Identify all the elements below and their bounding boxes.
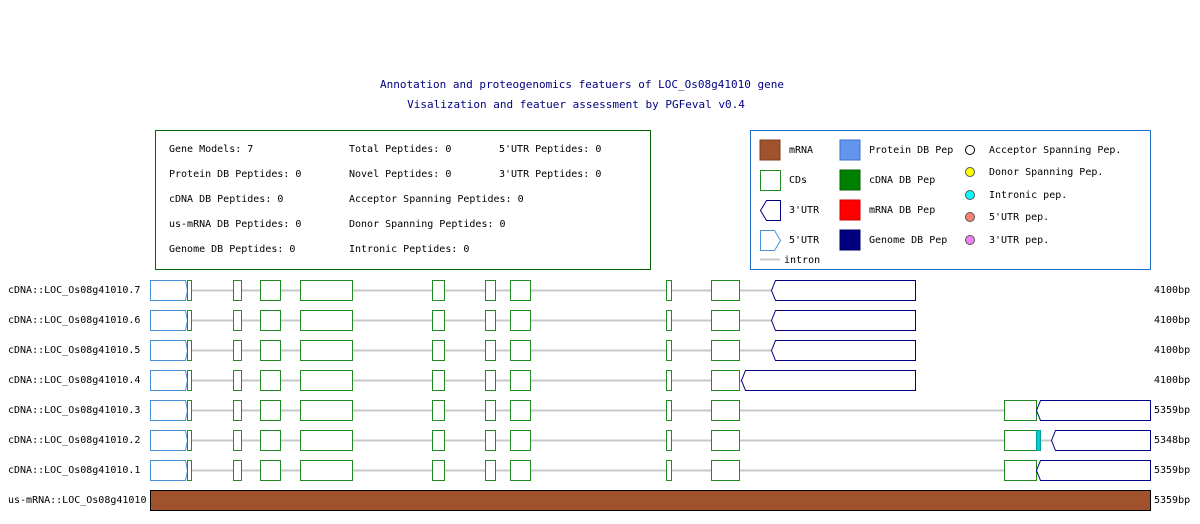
transcript-tracks: [8, 281, 1190, 481]
cds-exon: [667, 281, 672, 301]
cds-exon: [511, 431, 531, 451]
track-label: cDNA::LOC_Os08g41010.7: [8, 285, 141, 296]
legend-cdna-db-label: cDNA DB Pep: [869, 175, 936, 186]
stat-5utr-peptides: 5'UTR Peptides: 0: [499, 144, 602, 155]
stat-genome-db-peptides: Genome DB Peptides: 0: [169, 244, 296, 255]
cds-exon: [301, 431, 353, 451]
legend-intronic-label: Intronic pep.: [989, 190, 1068, 201]
cds-exon: [261, 461, 281, 481]
cds-exon: [261, 341, 281, 361]
mrna-track-label: us-mRNA::LOC_Os08g41010: [8, 495, 147, 506]
legend-donor-label: Donor Spanning Pep.: [989, 167, 1104, 178]
legend-intronic-dot: [966, 191, 975, 200]
legend-protein-db-label: Protein DB Pep: [869, 145, 954, 156]
track-length: 5359bp: [1154, 405, 1191, 416]
legend-mrna-label: mRNA: [789, 145, 814, 156]
cds-exon: [234, 311, 242, 331]
legend-intron-label: intron: [784, 255, 821, 266]
cds-exon-highlight: [1037, 431, 1041, 451]
cds-exon: [511, 461, 531, 481]
legend-cdna-db-swatch: [840, 170, 860, 190]
cds-exon: [712, 431, 740, 451]
cds-exon: [261, 431, 281, 451]
cds-exon: [667, 311, 672, 331]
cds-exon: [511, 281, 531, 301]
cds-exon: [486, 341, 496, 361]
transcript-track: [8, 281, 1190, 301]
cds-exon: [511, 341, 531, 361]
stat-intronic-peptides: Intronic Peptides: 0: [349, 244, 470, 255]
utr5-block: [151, 401, 188, 421]
cds-exon: [433, 341, 445, 361]
cds-exon: [1005, 461, 1037, 481]
cds-exon: [1005, 401, 1037, 421]
cds-exon: [301, 311, 353, 331]
cds-exon: [188, 311, 192, 331]
cds-exon: [667, 371, 672, 391]
cds-exon: [234, 341, 242, 361]
utr5-block: [151, 371, 188, 391]
cds-exon: [511, 371, 531, 391]
cds-exon: [486, 281, 496, 301]
cds-exon: [667, 461, 672, 481]
cds-exon: [712, 401, 740, 421]
cds-exon: [486, 401, 496, 421]
utr3-block: [772, 281, 916, 301]
cds-exon: [261, 371, 281, 391]
cds-exon: [433, 281, 445, 301]
track-length: 4100bp: [1154, 375, 1191, 386]
legend-5utr-pep-label: 5'UTR pep.: [989, 212, 1050, 223]
cds-exon: [511, 311, 531, 331]
track-label: cDNA::LOC_Os08g41010.1: [8, 465, 141, 476]
cds-exon: [188, 371, 192, 391]
legend-donor-dot: [966, 168, 975, 177]
cds-exon: [261, 281, 281, 301]
cds-exon: [301, 461, 353, 481]
stat-novel-peptides: Novel Peptides: 0: [349, 169, 452, 180]
cds-exon: [261, 311, 281, 331]
cds-exon: [667, 341, 672, 361]
stat-gene-models: Gene Models: 7: [169, 144, 254, 155]
stat-cdna-db-peptides: cDNA DB Peptides: 0: [169, 194, 284, 205]
figure-title: Annotation and proteogenomics featuers of LOC_Os08g41010 gene: [380, 78, 784, 91]
legend-cds-label: CDs: [789, 175, 808, 186]
legend-5utr-pep-dot: [966, 213, 975, 222]
cds-exon: [667, 401, 672, 421]
track-label: cDNA::LOC_Os08g41010.5: [8, 345, 141, 356]
stat-3utr-peptides: 3'UTR Peptides: 0: [499, 169, 602, 180]
legend-mrna-swatch: [760, 140, 780, 160]
cds-exon: [712, 371, 740, 391]
cds-exon: [667, 431, 672, 451]
utr3-block: [742, 371, 916, 391]
legend-3utr-pep-label: 3'UTR pep.: [989, 235, 1050, 246]
cds-exon: [433, 371, 445, 391]
mrna-bar: [151, 491, 1151, 511]
cds-exon: [486, 431, 496, 451]
utr5-block: [151, 431, 188, 451]
utr3-block: [1037, 401, 1151, 421]
cds-exon: [301, 341, 353, 361]
stat-usmrna-db-peptides: us-mRNA DB Peptides: 0: [169, 219, 302, 230]
mrna-track: [8, 491, 1190, 511]
cds-exon: [301, 401, 353, 421]
cds-exon: [234, 431, 242, 451]
cds-exon: [433, 311, 445, 331]
transcript-track: [8, 311, 1190, 331]
track-length: 4100bp: [1154, 315, 1191, 326]
legend-genome-db-label: Genome DB Pep: [869, 235, 948, 246]
cds-exon: [712, 281, 740, 301]
track-label: cDNA::LOC_Os08g41010.6: [8, 315, 141, 326]
stat-acceptor-peptides: Acceptor Spanning Peptides: 0: [349, 194, 524, 205]
cds-exon: [1005, 431, 1037, 451]
legend-5utr-label: 5'UTR: [789, 235, 820, 246]
cds-exon: [234, 401, 242, 421]
legend-3utr-pep-dot: [966, 236, 975, 245]
cds-exon: [486, 311, 496, 331]
legend-3utr-label: 3'UTR: [789, 205, 820, 216]
utr3-block: [772, 341, 916, 361]
cds-exon: [188, 461, 192, 481]
cds-exon: [712, 461, 740, 481]
legend-genome-db-swatch: [840, 230, 860, 250]
utr3-block: [772, 311, 916, 331]
cds-exon: [486, 371, 496, 391]
cds-exon: [433, 401, 445, 421]
transcript-track: [8, 341, 1190, 361]
track-label: cDNA::LOC_Os08g41010.4: [8, 375, 141, 386]
cds-exon: [234, 461, 242, 481]
transcript-track: [8, 461, 1190, 481]
legend-mrna-db-swatch: [840, 200, 860, 220]
stat-protein-db-peptides: Protein DB Peptides: 0: [169, 169, 302, 180]
legend-cds-swatch: [761, 171, 781, 191]
cds-exon: [188, 401, 192, 421]
cds-exon: [486, 461, 496, 481]
cds-exon: [261, 401, 281, 421]
utr3-block: [1037, 461, 1151, 481]
cds-exon: [188, 341, 192, 361]
cds-exon: [433, 431, 445, 451]
cds-exon: [234, 281, 242, 301]
utr5-block: [151, 311, 188, 331]
transcript-track: [8, 371, 1190, 391]
cds-exon: [712, 311, 740, 331]
legend-mrna-db-label: mRNA DB Pep: [869, 205, 936, 216]
figure-subtitle: Visalization and featuer assessment by PGFeval v0.4: [407, 98, 745, 111]
legend-acceptor-dot: [966, 146, 975, 155]
utr5-block: [151, 341, 188, 361]
stat-donor-peptides: Donor Spanning Peptides: 0: [349, 219, 506, 230]
cds-exon: [433, 461, 445, 481]
cds-exon: [188, 281, 192, 301]
transcript-track: [8, 431, 1190, 451]
utr3-block: [1052, 431, 1151, 451]
cds-exon: [234, 371, 242, 391]
cds-exon: [301, 371, 353, 391]
track-label: cDNA::LOC_Os08g41010.3: [8, 405, 141, 416]
legend-acceptor-label: Acceptor Spanning Pep.: [989, 145, 1122, 156]
transcript-track: [8, 401, 1190, 421]
track-length: 5348bp: [1154, 435, 1191, 446]
track-length: 4100bp: [1154, 345, 1191, 356]
legend-protein-db-swatch: [840, 140, 860, 160]
cds-exon: [511, 401, 531, 421]
cds-exon: [301, 281, 353, 301]
track-label: cDNA::LOC_Os08g41010.2: [8, 435, 141, 446]
cds-exon: [712, 341, 740, 361]
cds-exon: [188, 431, 192, 451]
mrna-track-length: 5359bp: [1154, 495, 1191, 506]
track-length: 5359bp: [1154, 465, 1191, 476]
track-length: 4100bp: [1154, 285, 1191, 296]
stat-total-peptides: Total Peptides: 0: [349, 144, 452, 155]
utr5-block: [151, 461, 188, 481]
utr5-block: [151, 281, 188, 301]
